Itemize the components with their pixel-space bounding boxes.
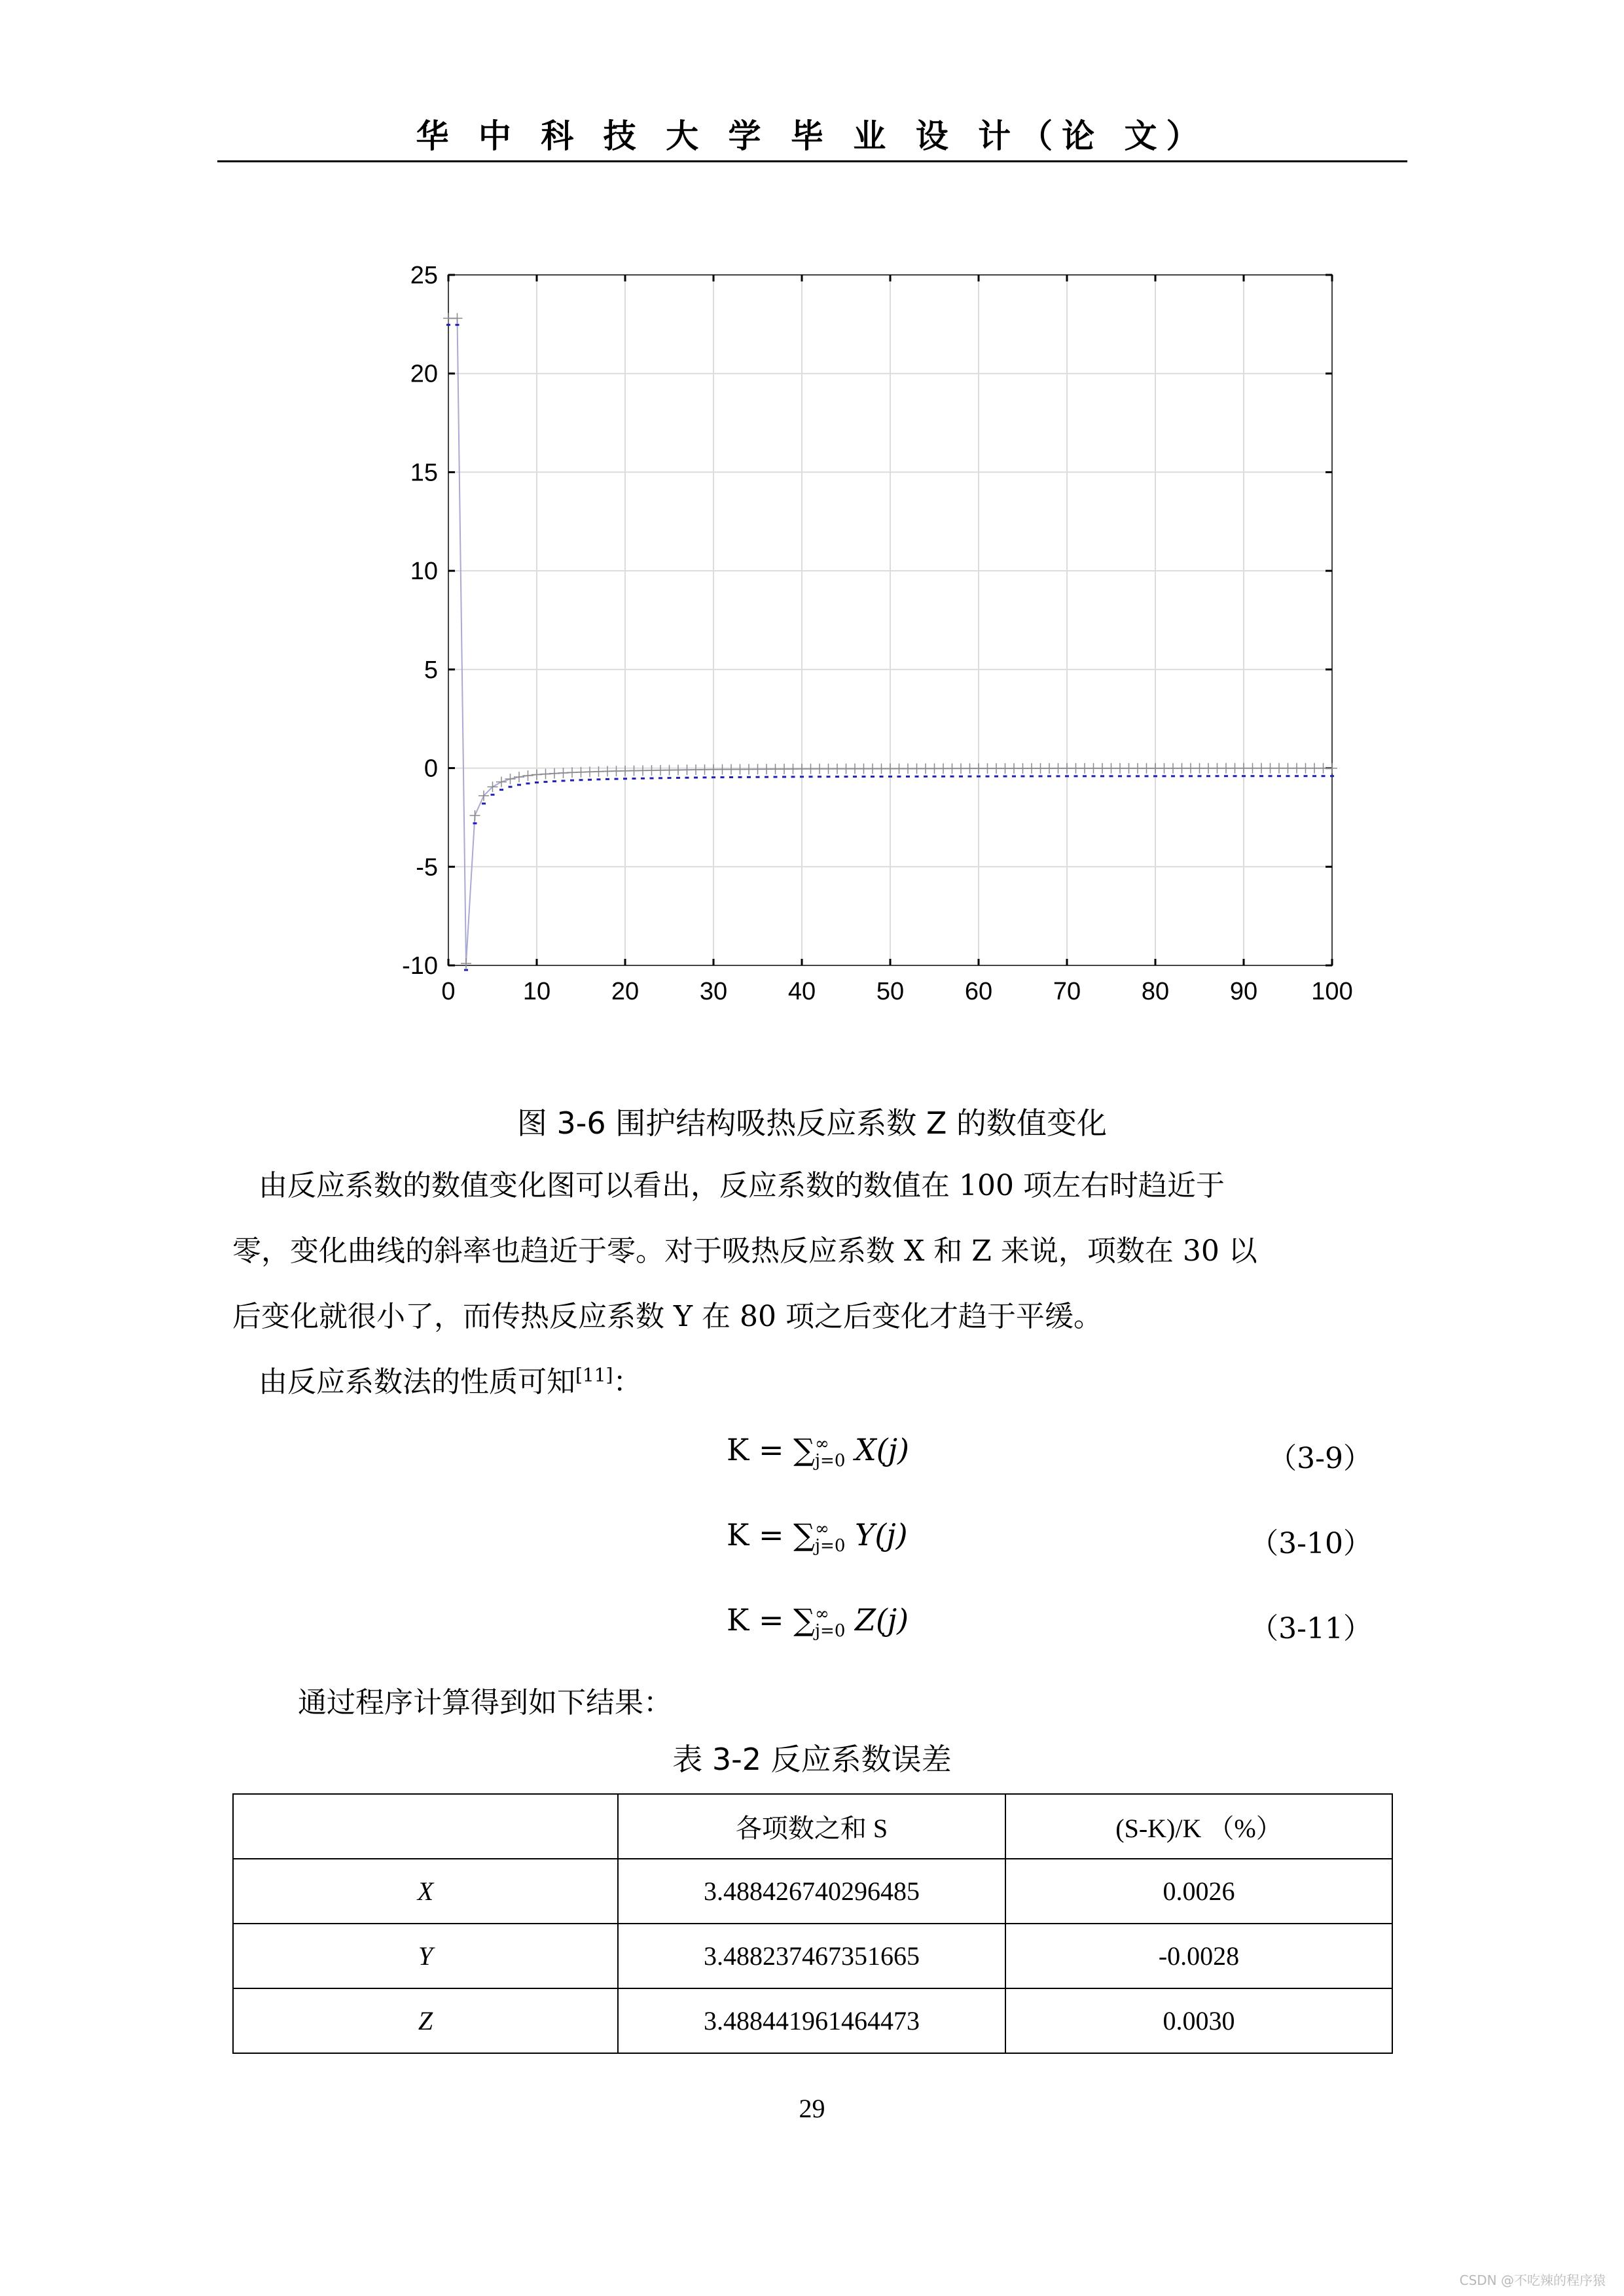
table-cell: Z xyxy=(233,1988,618,2053)
x-tick-label: 10 xyxy=(522,978,551,1005)
table-row xyxy=(233,1859,1392,1924)
table-cell: -0.0028 xyxy=(1005,1924,1392,1988)
paragraph-line-1: 由反应系数的数值变化图可以看出，反应系数的数值在 100 项左右时趋近于 xyxy=(259,1169,1225,1202)
equation-3-11 xyxy=(727,1602,909,1640)
equation-number-3-11: （3-11） xyxy=(1250,1612,1372,1645)
table-cell: 0.0026 xyxy=(1005,1859,1392,1924)
watermark: CSDN @不吃辣的程序猿 xyxy=(1459,2272,1606,2288)
equation-3-9 xyxy=(727,1432,909,1469)
equation-sub: j=0 xyxy=(815,1536,846,1556)
table-cell: 3.488237467351665 xyxy=(618,1924,1005,1988)
equation-sub: j=0 xyxy=(815,1621,846,1641)
equation-3-10 xyxy=(727,1517,908,1554)
paragraph-4-text: 由反应系数法的性质可知 xyxy=(259,1365,575,1399)
y-tick-label: 5 xyxy=(424,656,438,684)
page-header-title: 华 中 科 技 大 学 毕 业 设 计（论 文） xyxy=(416,117,1208,155)
paragraph-line-5: 通过程序计算得到如下结果： xyxy=(298,1686,672,1719)
y-tick-label: 0 xyxy=(424,755,438,783)
citation-ref: [11] xyxy=(575,1364,613,1386)
equation-rhs: Z(j) xyxy=(855,1602,909,1638)
x-tick-label: 20 xyxy=(611,978,640,1005)
equation-lhs: K = ∑ xyxy=(727,1517,815,1552)
equation-rhs: Y(j) xyxy=(855,1517,908,1552)
equation-lhs: K = ∑ xyxy=(727,1432,815,1467)
y-tick-label: -5 xyxy=(416,853,438,882)
equation-number-3-9: （3-9） xyxy=(1268,1442,1372,1475)
x-tick-label: 100 xyxy=(1311,978,1353,1005)
table-header-cell xyxy=(233,1794,618,1859)
table-row xyxy=(233,1924,1392,1988)
table-cell: 3.488426740296485 xyxy=(618,1859,1005,1924)
x-tick-label: 50 xyxy=(876,978,905,1005)
response-coefficient-chart xyxy=(367,255,1353,1021)
page-number: 29 xyxy=(799,2094,825,2123)
table-caption: 表 3-2 反应系数误差 xyxy=(672,1742,952,1777)
equation-sup: ∞ xyxy=(815,1519,829,1539)
x-tick-label: 60 xyxy=(964,978,993,1005)
x-tick-label: 0 xyxy=(441,978,456,1005)
x-tick-label: 30 xyxy=(699,978,728,1005)
table-cell: Y xyxy=(233,1924,618,1988)
equation-sup: ∞ xyxy=(815,1434,829,1454)
table-header-cell: 各项数之和 S xyxy=(618,1794,1005,1859)
equation-sup: ∞ xyxy=(815,1604,829,1624)
y-tick-label: -10 xyxy=(402,952,438,980)
y-tick-label: 25 xyxy=(410,262,438,289)
x-tick-label: 90 xyxy=(1229,978,1258,1005)
paragraph-line-3: 后变化就很小了，而传热反应系数 Y 在 80 项之后变化才趋于平缓。 xyxy=(232,1300,1102,1333)
header-rule xyxy=(217,160,1407,162)
x-tick-label: 40 xyxy=(787,978,816,1005)
table-header-row xyxy=(233,1794,1392,1859)
table-header-cell: (S-K)/K （%） xyxy=(1005,1794,1392,1859)
paragraph-line-4 xyxy=(259,1358,1427,1400)
figure-caption: 图 3-6 围护结构吸热反应系数 Z 的数值变化 xyxy=(516,1105,1108,1141)
error-table xyxy=(232,1793,1393,2054)
x-tick-label: 80 xyxy=(1141,978,1170,1005)
table-cell: 0.0030 xyxy=(1005,1988,1392,2053)
equation-sub: j=0 xyxy=(815,1451,846,1471)
paragraph-line-2: 零，变化曲线的斜率也趋近于零。对于吸热反应系数 X 和 Z 来说，项数在 30 以 xyxy=(232,1234,1257,1268)
paragraph-4-end: ： xyxy=(613,1365,642,1399)
y-tick-label: 15 xyxy=(410,459,438,487)
equation-rhs: X(j) xyxy=(855,1432,909,1467)
table-cell: X xyxy=(233,1859,618,1924)
equation-number-3-10: （3-10） xyxy=(1250,1527,1372,1560)
y-tick-label: 10 xyxy=(410,558,438,586)
equation-lhs: K = ∑ xyxy=(727,1602,815,1638)
table-cell: 3.488441961464473 xyxy=(618,1988,1005,2053)
y-tick-label: 20 xyxy=(410,360,438,388)
table-row xyxy=(233,1988,1392,2053)
x-tick-label: 70 xyxy=(1053,978,1081,1005)
